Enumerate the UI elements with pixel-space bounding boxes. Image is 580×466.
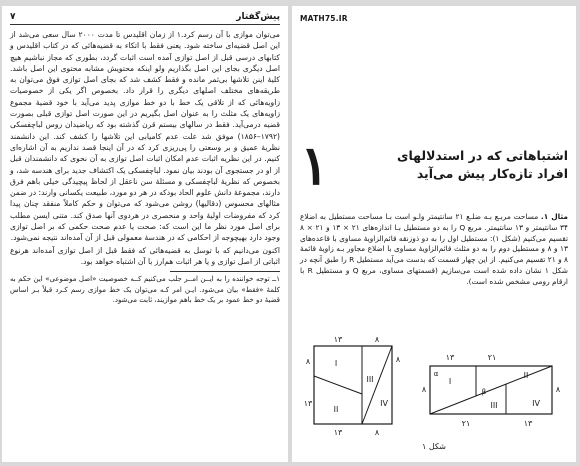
angle-beta: β — [481, 388, 487, 396]
chapter-title-line: اشتباهاتی که در استدلالهای — [397, 148, 568, 163]
right-page — [292, 6, 576, 462]
square-top-label-13: ۱۳ — [333, 335, 343, 344]
chapter-title — [329, 147, 568, 183]
square-side-label-13: ۱۳ — [303, 399, 313, 408]
square-q — [304, 335, 401, 437]
footnote-divider — [170, 271, 280, 272]
body-paragraph: اکنون می‌دانیم که با توسل به قضیه‌هائی که فقط قبل از اصل توازی آمده‌اند هرنوع اثباتی از اصل توازی و یا هر اثبات هم‌ارز با آن اشتباه خواهد بود. — [10, 245, 280, 266]
chapter-title-line: افراد تازه‌کار پیش می‌آید — [416, 166, 568, 181]
square-part-II: II — [333, 405, 339, 414]
running-head — [10, 12, 280, 25]
rect-top-label-13: ۱۳ — [445, 353, 455, 362]
square-top-label-8: ۸ — [374, 335, 380, 344]
footnote: ۱ــ توجه خواننده را به ایــن امــر جلب می‌کنیم کــه خصوصیت «اصل موضوعی» این حکم به کلمهٔ «فقط» بیان می‌شود. ایـن امر کـه می‌توان یک خط موازی رسم کـرد قبلاً بـر اساس قضیهٔ دو خط عمود بر یک خط باهم موازیند، ثابت می‌شود. — [10, 275, 280, 305]
rect-bottom-label-21: ۲۱ — [461, 419, 471, 428]
chapter-heading — [300, 133, 568, 197]
rect-bottom-label-13: ۱۳ — [523, 419, 533, 428]
body-paragraph: می‌توان موازی با آن رسم کرد.۱ از زمان اقلیدس تا مدت ۲۰۰۰ سال سعی می‌شد از این اصل قضیه‌ای ساخته شود. یعنی فقط با اتکاء به قضیه‌هائی که در کتاب اقلیدس و کتابهای درسی قبل از اصل توازی آمده است اثبات گردد، بطوری که مجاز نباشیم هیچ اصل دیگری بجای این اصل بگذاریم ولو اینکه محتویش مشابه محتوی این اصل باشد. کلیهٔ اینن تلاشها بی‌ثمر مانده و فقط کشف شد که بجای اصل توازی فوق می‌توان به طریقه‌های مختلف اصلهای دیگری را قرار داد. بخصوص اگر یکی از خصوصیات زاویه‌هائی که از تلاقی یک خط با دو خط موازی پدید می‌آید با خود قضیهٔ مجموع زاویه‌های یک مثلث را به عنوان اصل بگیریم در این صورت اصل توازی قبلی بصورت قضیه درمی‌آید. فقط در سالهای بیستم قرن گذشته بود که ریاضیدان روس لباچفسکی (۱۷۹۲–۱۸۵۶) موفق شد علت عدم کامیابی این تلاشها را کشف کند. این دانشمند نظریهٔ عمیق و بر وسعتی را پی‌ریزی کرد که در آن اینجا قصد نداریم به آن اشاره‌ای کنیم. در این نظریه اثبات عدم امکان اثبات اصل توازی به آن نحوی که دانشمندان قبل از او در جستجوی آن بودند بیان نمود. لباچفسکی یک اکتشاف جدید برای هندسه شد، و بخصوص که نظریهٔ لباچفسکی و مسئلهٔ سن ناعقل از لحاظ پیچیدگی خیلی باهم فرق دارند، مجموعهٔ دانش علوم الحاد بودکه در هر دو مورد، طبیعت یکسانی وارند: در ضمن مثالهای محسوس (دقالیها) روشن می‌شود که می‌توان و حکم کاملاً منفقد چنان پیدا کرد که مفروضات اولیهٔ واحد و منحصری در هردوی آنها صدق کند. متنی ایسن مطلب برای اصل مورد نظر ما این است که: صحت یا عدم صحت حکمی که بر اصل توازی وجود دارد بهیچوجه از احکامی که در هندسهٔ معمولی قبل از آن آمده‌اند نتیجه نمی‌شود. — [10, 30, 280, 243]
page-number: ۷ — [10, 12, 16, 22]
rect-part-II: II — [523, 371, 529, 380]
rect-part-IV: IV — [532, 399, 540, 408]
rect-side-label-8: ۸ — [555, 385, 561, 394]
square-side-label-8: ۸ — [305, 357, 311, 366]
rect-left-label-8: ۸ — [421, 385, 427, 394]
angle-alpha: α — [433, 370, 439, 378]
square-side-label-8b: ۸ — [395, 355, 401, 364]
rectangle-r — [422, 353, 561, 428]
figure-1 — [300, 332, 568, 442]
site-watermark: MATH75.IR — [300, 14, 348, 23]
figure-caption: شکل ۱ — [421, 442, 447, 451]
example-label: مثال ۱. — [540, 212, 568, 221]
running-head-title: پیش‌گفتار — [236, 12, 280, 22]
example-block — [300, 212, 568, 288]
rect-part-I: I — [448, 377, 452, 386]
square-part-III: III — [366, 375, 374, 384]
figure-diagram — [300, 332, 568, 442]
square-part-IV: IV — [380, 399, 388, 408]
example-paragraph — [300, 212, 568, 288]
square-bottom-label-8: ۸ — [374, 428, 380, 437]
chapter-number: ۱ — [300, 133, 330, 197]
example-text: مساحت مربـع بـه ضلـع ۲۱ سانتیمتر واـو است بـا مساحت مستطیل به اضلاع ۳۴ سانتیمتر و ۱۳ سانتیمتر. مربع Q را به دو مستطیل بـا اندازه‌های ۲۱ × ۱۳ و ۲۱ × ۸ تقسیم می‌کنیم (شکل ۱): مستطیل اول را به دو ذوزنقه قائم‌الزاویهٔ مساوی با قاعده‌های ۱۳ و ۸ و مستطیل دوم را به دو مثلث قائم‌الزاویهٔ مساوی با اضلاع مجاور بـه زاویهٔ قائمهٔ ۸ و ۲۱ تقسیم می‌کنیم. از این چهار قسمت که بدست می‌آید مستطیل R را طبق آنچه در شکل ۱ نشان داده شده است می‌سازیم (قسمتهای مساوی، مربع Q و مستطیل R با ارقام رومی مشخص شده است). — [300, 212, 569, 286]
square-part-I: I — [334, 359, 338, 368]
left-page — [2, 6, 288, 462]
rect-part-III: III — [490, 401, 498, 410]
square-bottom-label-13: ۱۳ — [333, 428, 343, 437]
rect-top-label-21: ۲۱ — [487, 353, 497, 362]
